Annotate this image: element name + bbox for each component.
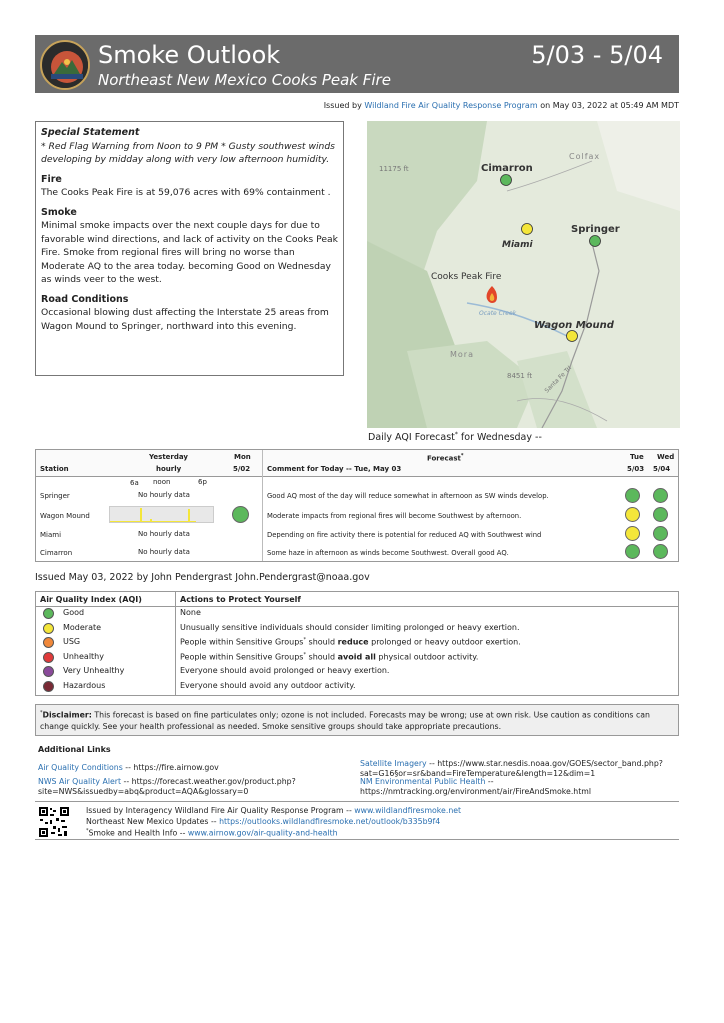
col-forecast: Forecast*: [427, 453, 464, 463]
disclaimer-box: *Disclaimer: This forecast is based on fine particulates only; ozone is not included. Forecasts may be wrong; use at own risk. Use caution as conditions can change quickly. See your health professional as needed. Smoke sensitive groups should take appropriate precautions.: [35, 704, 679, 736]
hourly-chart-wagon-mound: [109, 506, 214, 523]
aqi-dot-miami-wed: [653, 526, 668, 541]
comment-cimarron: Some haze in afternoon as winds become Southwest. Overall good AQ.: [267, 549, 509, 557]
aqi-level-unhealthy: Unhealthy People within Sensitive Groups* should avoid all physical outdoor activity.: [36, 651, 678, 666]
smoke-text: Minimal smoke impacts over the next couple days for due to favorable wind directions, and lack of activity on the Cooks Peak Fire. Smoke from regional fires will bring no worse than Moderate AQ to the area today. becoming Good on Wednesday as winds veer to the west.: [41, 220, 338, 285]
col-wed-date: 5/04: [653, 465, 671, 473]
disclaimer-text: This forecast is based on fine particulates only; ozone is not included. Forecasts may be wrong; use at own risk. Use caution as conditions can change quickly. See your health professional as needed. Smoke sensitive groups should take appropriate precautions.: [40, 710, 650, 732]
aqi-level-very-unhealthy: Very Unhealthy Everyone should avoid prolonged or heavy exertion.: [36, 665, 678, 680]
comment-springer: Good AQ most of the day will reduce somewhat in afternoon as SW winds develop.: [267, 492, 549, 500]
map-marker-miami[interactable]: [522, 224, 533, 235]
station-springer: Springer: [40, 492, 70, 500]
aqi-dot-very-unhealthy: [43, 666, 54, 677]
hourly-miami: No hourly data: [138, 530, 190, 538]
map-label-cimarron: Cimarron: [481, 163, 533, 174]
col-yesterday: Yesterday: [149, 453, 188, 461]
col-tue: Tue: [630, 453, 644, 461]
aqi-dot-springer-tue: [625, 488, 640, 503]
col-station: Station: [40, 465, 69, 473]
aqi-level-moderate: Moderate Unusually sensitive individuals should consider limiting prolonged or heavy exertion.: [36, 622, 678, 637]
disclaimer-label: Disclaimer:: [42, 710, 92, 720]
comment-wagon-mound: Moderate impacts from regional fires will become Southwest by afternoon.: [267, 512, 522, 520]
map-elevation-1: 11175 ft: [379, 165, 409, 173]
date-range: 5/03 - 5/04: [531, 41, 663, 69]
map-label-cooks-peak: Cooks Peak Fire: [431, 272, 502, 282]
time-noon: noon: [153, 478, 171, 486]
page-title: Smoke Outlook: [98, 41, 281, 69]
map-label-santa-fe-trail: Santa Fe Trl: [543, 364, 574, 395]
col-wed: Wed: [657, 453, 675, 461]
col-comment: Comment for Today -- Tue, May 03: [267, 465, 402, 473]
map-label-wagon-mound: Wagon Mound: [534, 320, 614, 331]
map-marker-cimarron[interactable]: [501, 175, 512, 186]
aqi-dot-wagon-mound-mon: [232, 506, 249, 523]
header-banner: [35, 35, 679, 93]
station-cimarron: Cimarron: [40, 549, 73, 557]
col-mon-date: 5/02: [233, 465, 251, 473]
aqi-dot-hazardous: [43, 681, 54, 692]
link-air-quality: Air Quality Conditions -- https://fire.airnow.gov: [38, 763, 219, 772]
aqi-dot-moderate: [43, 623, 54, 634]
forecast-table: [35, 449, 679, 562]
aqi-dot-springer-wed: [653, 488, 668, 503]
link-satellite: Satellite Imagery -- https://www.star.nesdis.noaa.gov/GOES/sector_band.php? sat=G16§or=sr&band=FireTemperature&length=12&dim=1: [360, 759, 663, 778]
fire-title: Fire: [41, 173, 62, 185]
road-conditions-title: Road Conditions: [41, 293, 129, 305]
footer-line-3: *Smoke and Health Info -- www.airnow.gov/air-quality-and-health: [86, 828, 338, 838]
aqi-dot-good: [43, 608, 54, 619]
aqi-dot-miami-tue: [625, 526, 640, 541]
aqi-level-usg: USG People within Sensitive Groups* should reduce prolonged or heavy outdoor exertion.: [36, 636, 678, 651]
fire-text: The Cooks Peak Fire is at 59,076 acres with 69% containment .: [41, 187, 331, 198]
col-mon: Mon: [234, 453, 251, 461]
actions-col-header: Actions to Protect Yourself: [180, 595, 301, 604]
road-conditions-text: Occasional blowing dust affecting the Interstate 25 areas from Wagon Mound to Springer, northward into this evening.: [41, 307, 329, 332]
aqi-col-header: Air Quality Index (AQI): [40, 595, 142, 604]
program-link[interactable]: Wildland Fire Air Quality Response Program: [364, 101, 538, 110]
aqi-legend: [35, 591, 679, 696]
footer: [35, 801, 679, 840]
footer-line-1: Issued by Interagency Wildland Fire Air Quality Response Program -- www.wildlandfiresmoke.net: [86, 806, 462, 815]
qr-code-icon[interactable]: [38, 806, 70, 838]
time-6a: 6a: [130, 479, 139, 487]
hourly-springer: No hourly data: [138, 491, 190, 499]
map-label-miami: Miami: [502, 240, 533, 250]
area-map[interactable]: [367, 121, 680, 428]
statement-box: [35, 121, 344, 376]
aqi-dot-wagon-mound-tue: [625, 507, 640, 522]
program-logo: [40, 40, 90, 90]
map-marker-wagon-mound[interactable]: [567, 331, 578, 342]
map-label-mora: Mora: [450, 350, 474, 359]
smoke-title: Smoke: [41, 206, 77, 218]
time-6p: 6p: [198, 478, 207, 486]
comment-miami: Depending on fire activity there is potential for reduced AQ with Southwest wind: [267, 531, 542, 539]
footer-line-2: Northeast New Mexico Updates -- https://outlooks.wildlandfiresmoke.net/outlook/b335b9f4: [86, 817, 441, 826]
aqi-level-good: Good None: [36, 607, 678, 622]
hourly-cimarron: No hourly data: [138, 548, 190, 556]
aqi-level-hazardous: Hazardous Everyone should avoid any outdoor activity.: [36, 680, 678, 695]
link-nm-health: NM Environmental Public Health -- https://nmtracking.org/environment/air/FireAndSmoke.html: [360, 777, 592, 796]
map-caption: Daily AQI Forecast* for Wednesday --: [368, 431, 542, 444]
map-elevation-2: 8451 ft: [507, 372, 533, 380]
station-wagon-mound: Wagon Mound: [40, 512, 90, 520]
aqi-dot-usg: [43, 637, 54, 648]
map-marker-springer[interactable]: [590, 236, 601, 247]
map-label-colfax: Colfax: [569, 152, 601, 161]
col-tue-date: 5/03: [627, 465, 645, 473]
station-miami: Miami: [40, 531, 62, 539]
aqi-dot-wagon-mound-wed: [653, 507, 668, 522]
aqi-dot-cimarron-tue: [625, 544, 640, 559]
special-statement-title: Special Statement: [41, 127, 140, 138]
map-label-springer: Springer: [571, 224, 620, 235]
page-subtitle: Northeast New Mexico Cooks Peak Fire: [98, 71, 391, 89]
map-label-ocate: Ocate Creek: [479, 310, 517, 317]
issued-line: Issued by Wildland Fire Air Quality Response Program on May 03, 2022 at 05:49 AM MDT: [323, 101, 679, 110]
issued-by: Issued May 03, 2022 by John Pendergrast John.Pendergrast@noaa.gov: [35, 572, 370, 583]
aqi-dot-cimarron-wed: [653, 544, 668, 559]
aqi-dot-unhealthy: [43, 652, 54, 663]
col-hourly: hourly: [156, 465, 182, 473]
link-nws-alert: NWS Air Quality Alert -- https://forecast.weather.gov/product.php? site=NWS&issuedby=abq&product=AQA&glossary=0: [38, 777, 296, 796]
additional-links-title: Additional Links: [38, 745, 111, 754]
special-statement-text: * Red Flag Warning from Noon to 9 PM * Gusty southwest winds developing by midday along with very low afternoon humidity.: [41, 140, 335, 165]
